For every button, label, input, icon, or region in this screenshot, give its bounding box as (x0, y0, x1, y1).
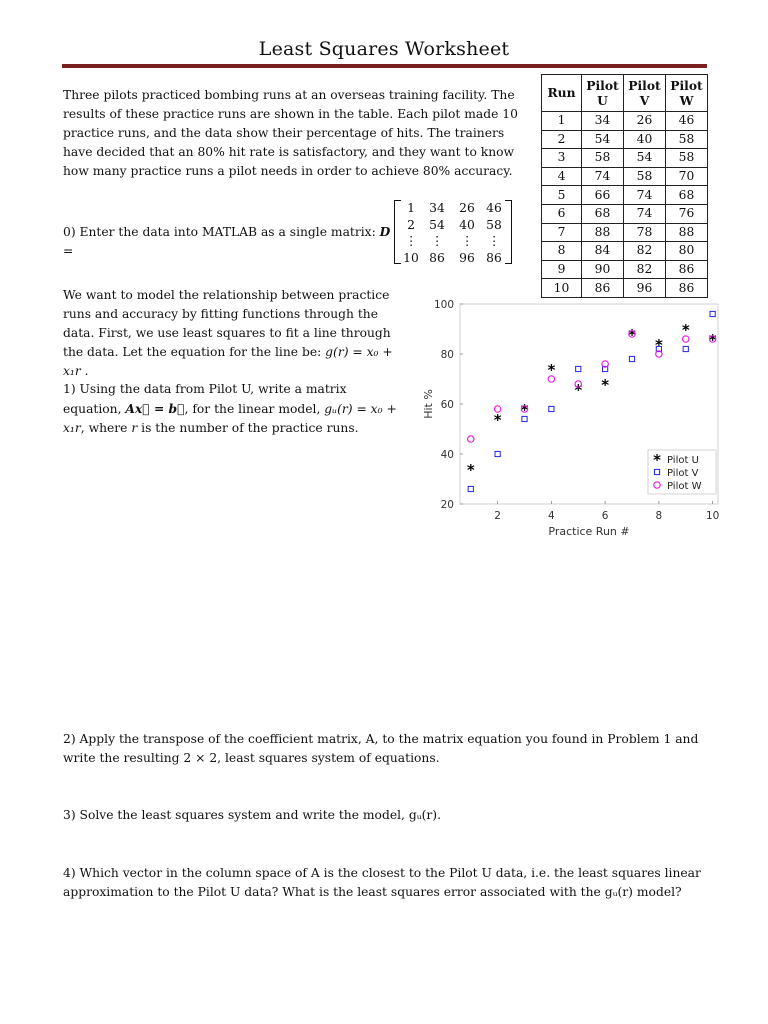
data-point-pilot-u: * (547, 361, 556, 379)
data-point-pilot-u: * (654, 336, 663, 354)
table-cell: 96 (624, 279, 666, 298)
problem-1-model: gᵤ(r) = x₀ + x₁r (63, 402, 397, 435)
legend-label: Pilot V (667, 468, 699, 479)
table-row (542, 223, 708, 242)
intro-paragraph: Three pilots practiced bombing runs at an overseas training facility. The results of these practice runs are shown in the table. Each pilot made 10 practice runs, and the data show their percentage of hits. The trainers have decided that an 80% hit rate is satisfactory, and they want to know how many practice runs a pilot needs in order to achieve 80% accuracy. (63, 88, 518, 178)
model-intro-text: We want to model the relationship between practice runs and accuracy by fitting functions through the data. First, we use least squares to fit a line through the data. Let the equation for the line be: (63, 288, 391, 359)
matrix-entry: ⋮ (404, 234, 418, 248)
table-cell: 26 (624, 112, 666, 131)
data-point-pilot-u: * (628, 326, 636, 344)
table-cell: 76 (666, 204, 708, 223)
y-tick-label: 20 (440, 499, 454, 511)
data-point-pilot-u: * (466, 461, 475, 479)
data-point-pilot-u: * (574, 381, 583, 399)
matrix-entry: 58 (486, 217, 502, 232)
matrix-entry: 86 (486, 250, 502, 265)
data-point-pilot-u: * (493, 411, 502, 429)
data-point-pilot-u: * (601, 376, 610, 394)
table-cell: 70 (666, 167, 708, 186)
legend-marker: * (653, 451, 661, 469)
table-cell: 10 (542, 279, 582, 298)
table-cell: 58 (582, 149, 624, 168)
table-row (542, 167, 708, 186)
table-row (542, 204, 708, 223)
table-cell: 86 (582, 279, 624, 298)
x-tick-label: 6 (601, 510, 609, 522)
table-cell: 54 (582, 130, 624, 149)
table-cell: 4 (542, 167, 582, 186)
x-tick-label: 10 (705, 510, 720, 522)
hit-percentage-chart (420, 296, 726, 536)
problem-1-part1: 1) Using the data from Pilot U, write a matrix equation, (63, 382, 347, 416)
data-point-pilot-v (468, 486, 473, 491)
matrix-entry: 46 (486, 201, 502, 215)
table-cell: 86 (666, 260, 708, 279)
table-row (542, 242, 708, 261)
x-tick-label: 2 (494, 510, 501, 522)
table-cell: 68 (582, 204, 624, 223)
matrix-entry: ⋮ (460, 234, 474, 248)
table-cell: 7 (542, 223, 582, 242)
matrix-right-bracket (505, 200, 512, 264)
data-point-pilot-v (549, 406, 554, 411)
legend-label: Pilot W (667, 481, 702, 492)
legend-label: Pilot U (667, 455, 699, 466)
table-cell: 1 (542, 112, 582, 131)
table-body (542, 112, 708, 298)
equals-sign: = (63, 244, 74, 258)
pilot-data-table (541, 74, 708, 298)
matrix-entry: 96 (459, 250, 475, 265)
table-cell: 2 (542, 130, 582, 149)
table-cell: 78 (624, 223, 666, 242)
table-row (542, 186, 708, 205)
matrix-entries (400, 200, 506, 266)
data-point-pilot-w (468, 436, 474, 442)
problem-1-part2: , for the linear model, (184, 402, 325, 416)
table-cell: 9 (542, 260, 582, 279)
table-row (542, 149, 708, 168)
x-tick-label: 4 (548, 510, 555, 522)
data-point-pilot-u: * (708, 331, 717, 349)
table-cell: 82 (624, 260, 666, 279)
data-matrix (394, 198, 512, 264)
table-header-cell: Pilot W (666, 75, 708, 112)
table-cell: 80 (666, 242, 708, 261)
y-tick-label: 40 (440, 449, 454, 461)
y-tick-label: 100 (433, 299, 454, 311)
table-row (542, 279, 708, 298)
problem-0-text: 0) Enter the data into MATLAB as a single matrix: (63, 225, 380, 239)
table-row (542, 112, 708, 131)
matrix-entry: 34 (429, 201, 445, 215)
matrix-entry: 54 (429, 217, 445, 232)
table-cell: 58 (666, 149, 708, 168)
problem-4: 4) Which vector in the column space of A is the closest to the Pilot U data, i.e. the least squares linear approximation to the Pilot U data? What is the least squares error associated with the gᵤ(r) model? (63, 866, 701, 899)
table-cell: 46 (666, 112, 708, 131)
table-cell: 3 (542, 149, 582, 168)
x-tick-label: 8 (655, 510, 663, 522)
x-axis-label: Practice Run # (548, 525, 630, 536)
table-cell: 8 (542, 242, 582, 261)
table-header-cell: Pilot U (582, 75, 624, 112)
data-point-pilot-v (710, 311, 715, 316)
table-cell: 68 (666, 186, 708, 205)
data-point-pilot-v (629, 356, 634, 361)
model-intro (63, 286, 413, 381)
table-cell: 58 (666, 130, 708, 149)
problem-2: 2) Apply the transpose of the coefficient matrix, A, to the matrix equation you found in Problem 1 and write the resulting 2 × 2, least squares system of equations. (63, 732, 699, 765)
problem-1-var: r (131, 421, 138, 435)
matrix-entry: ⋮ (487, 234, 501, 248)
data-point-pilot-u: * (681, 321, 690, 339)
model-equation: g(r) = x₀ + x₁r . (63, 345, 393, 378)
matrix-entry: 40 (459, 217, 475, 232)
data-point-pilot-u: * (520, 401, 529, 419)
table-cell: 40 (624, 130, 666, 149)
problem-1 (63, 380, 403, 438)
matrix-entry: 2 (407, 217, 415, 232)
table-cell: 34 (582, 112, 624, 131)
table-cell: 5 (542, 186, 582, 205)
table-cell: 84 (582, 242, 624, 261)
matrix-entry: 10 (403, 250, 419, 265)
matrix-symbol: D (379, 224, 391, 239)
problem-1-equation: Ax⃗ = b⃗ (125, 401, 185, 416)
table-header-cell: Run (542, 75, 582, 112)
problem-1-part4: is the number of the practice runs. (137, 421, 359, 435)
problem-0 (63, 222, 403, 261)
y-tick-label: 80 (440, 349, 454, 361)
page-title: Least Squares Worksheet (258, 38, 510, 60)
data-point-pilot-v (576, 366, 581, 371)
table-cell: 74 (582, 167, 624, 186)
table-header-cell: Pilot V (624, 75, 666, 112)
table-row (542, 130, 708, 149)
table-row (542, 260, 708, 279)
table-header-row (542, 75, 708, 112)
y-axis-label: Hit % (422, 389, 435, 419)
matrix-entry: 1 (407, 201, 415, 215)
table-cell: 88 (666, 223, 708, 242)
table-cell: 66 (582, 186, 624, 205)
problem-3: 3) Solve the least squares system and write the model, gᵤ(r). (63, 808, 442, 822)
table-cell: 82 (624, 242, 666, 261)
table-cell: 74 (624, 204, 666, 223)
matrix-entry: 26 (459, 201, 475, 215)
table-cell: 58 (624, 167, 666, 186)
table-cell: 88 (582, 223, 624, 242)
problem-1-part3: , where (80, 421, 132, 435)
table-cell: 90 (582, 260, 624, 279)
data-point-pilot-v (495, 451, 500, 456)
title-divider (62, 64, 707, 68)
y-tick-label: 60 (440, 399, 454, 411)
data-point-pilot-v (683, 346, 688, 351)
table-cell: 6 (542, 204, 582, 223)
matrix-entry: 86 (429, 250, 445, 265)
table-cell: 54 (624, 149, 666, 168)
table-cell: 86 (666, 279, 708, 298)
table-cell: 74 (624, 186, 666, 205)
matrix-entry: ⋮ (430, 234, 444, 248)
